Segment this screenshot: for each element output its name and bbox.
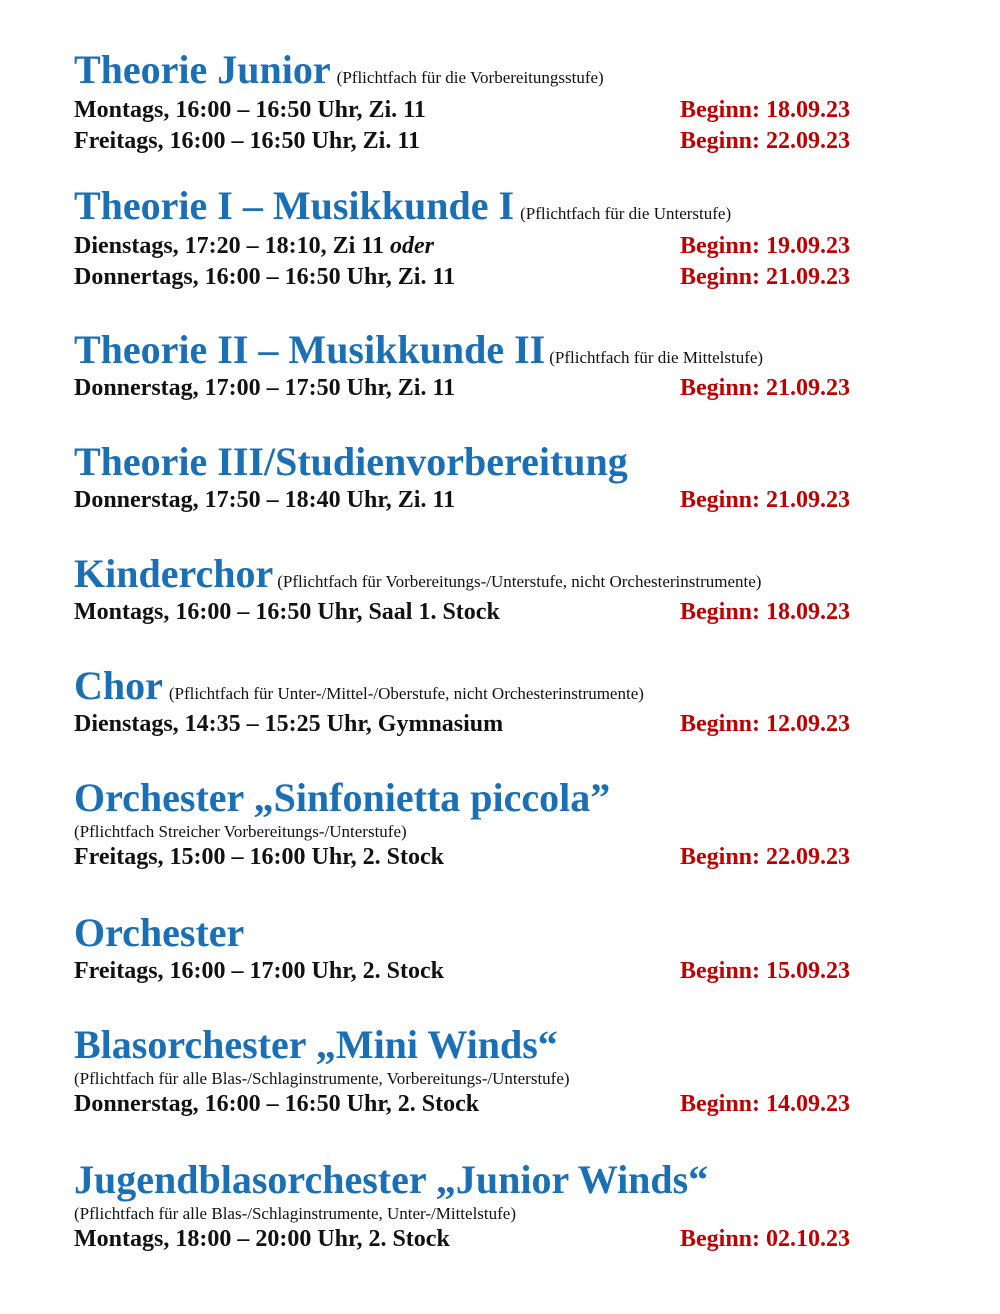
- course-mini-winds: [74, 1022, 934, 1120]
- course-note: (Pflichtfach für Unter-/Mittel-/Oberstufe, nicht Orchesterinstrumente): [168, 684, 644, 703]
- schedule-text: Montags, 18:00 – 20:00 Uhr, 2. Stock: [74, 1226, 450, 1252]
- begin-date: Beginn: 18.09.23: [680, 97, 851, 123]
- course-orchester: [74, 910, 934, 987]
- schedule-row: [74, 126, 934, 157]
- schedule-text: Montags, 16:00 – 16:50 Uhr, Zi. 11: [74, 97, 426, 123]
- course-note: (Pflichtfach für die Unterstufe): [520, 204, 732, 223]
- schedule-text: Freitags, 16:00 – 16:50 Uhr, Zi. 11: [74, 128, 420, 154]
- course-title: Theorie Junior: [74, 47, 331, 92]
- course-title-line: [74, 1022, 934, 1067]
- course-note: (Pflichtfach Streicher Vorbereitungs-/Unterstufe): [74, 822, 407, 841]
- begin-date: Beginn: 22.09.23: [680, 128, 851, 154]
- begin-date: Beginn: 21.09.23: [680, 487, 851, 513]
- course-title: Orchester „Sinfonietta piccola”: [74, 775, 611, 820]
- course-title: Theorie II – Musikkunde II: [74, 327, 546, 372]
- begin-date: Beginn: 14.09.23: [680, 1091, 851, 1117]
- course-title: Chor: [74, 663, 163, 708]
- begin-date: Beginn: 15.09.23: [680, 958, 851, 984]
- schedule-text: Donnerstag, 16:00 – 16:50 Uhr, 2. Stock: [74, 1091, 480, 1117]
- schedule-text: Dienstags, 14:35 – 15:25 Uhr, Gymnasium: [74, 711, 504, 737]
- course-title: Blasorchester „Mini Winds“: [74, 1022, 558, 1067]
- schedule-text: Donnerstag, 17:50 – 18:40 Uhr, Zi. 11: [74, 487, 456, 513]
- course-title-line: [74, 910, 934, 955]
- course-title-line: [74, 551, 934, 596]
- course-note: (Pflichtfach für die Mittelstufe): [549, 348, 764, 367]
- italic-oder: oder: [390, 233, 435, 259]
- course-junior-winds: [74, 1157, 934, 1255]
- course-theorie-2: [74, 327, 934, 404]
- course-title-line: [74, 1157, 934, 1202]
- course-theorie-1: [74, 183, 934, 293]
- course-sinfonietta-piccola: [74, 775, 934, 873]
- begin-date: Beginn: 21.09.23: [680, 264, 851, 290]
- course-title: Jugendblasorchester „Junior Winds“: [74, 1157, 709, 1202]
- begin-date: Beginn: 12.09.23: [680, 711, 851, 737]
- course-note: (Pflichtfach für die Vorbereitungsstufe): [336, 68, 604, 87]
- begin-date: Beginn: 21.09.23: [680, 375, 851, 401]
- course-title: Theorie I – Musikkunde I: [74, 183, 515, 228]
- course-theorie-junior: [74, 47, 934, 157]
- course-note: (Pflichtfach für alle Blas-/Schlaginstrumente, Unter-/Mittelstufe): [74, 1204, 516, 1223]
- course-title-line: [74, 663, 934, 708]
- course-title-line: [74, 775, 934, 820]
- schedule-row: [74, 956, 934, 987]
- schedule-text: Freitags, 16:00 – 17:00 Uhr, 2. Stock: [74, 958, 444, 984]
- course-chor: [74, 663, 934, 740]
- schedule-row: [74, 842, 934, 873]
- course-note: (Pflichtfach für Vorbereitungs-/Unterstufe, nicht Orchesterinstrumente): [277, 572, 762, 591]
- begin-date: Beginn: 22.09.23: [680, 844, 851, 870]
- begin-date: Beginn: 18.09.23: [680, 599, 851, 625]
- schedule-row: [74, 262, 934, 293]
- begin-date: Beginn: 02.10.23: [680, 1226, 851, 1252]
- course-title-line: [74, 183, 934, 228]
- course-title-line: [74, 47, 934, 92]
- course-note: (Pflichtfach für alle Blas-/Schlaginstrumente, Vorbereitungs-/Unterstufe): [74, 1069, 570, 1088]
- schedule-text: Freitags, 15:00 – 16:00 Uhr, 2. Stock: [74, 844, 444, 870]
- course-title-line: [74, 439, 934, 484]
- schedule-text: Donnerstag, 17:00 – 17:50 Uhr, Zi. 11: [74, 375, 456, 401]
- course-title: Kinderchor: [74, 551, 274, 596]
- schedule-row: [74, 1089, 934, 1120]
- course-kinderchor: [74, 551, 934, 628]
- course-title: Theorie III/Studienvorbereitung: [74, 439, 628, 484]
- schedule-row: [74, 373, 934, 404]
- schedule-row: [74, 1224, 934, 1255]
- schedule-row: [74, 597, 934, 628]
- schedule-text: Montags, 16:00 – 16:50 Uhr, Saal 1. Stock: [74, 599, 500, 625]
- schedule-row: [74, 231, 934, 262]
- schedule-text: Donnertags, 16:00 – 16:50 Uhr, Zi. 11: [74, 264, 456, 290]
- schedule-row: [74, 95, 934, 126]
- schedule-row: [74, 709, 934, 740]
- schedule-row: [74, 485, 934, 516]
- course-title: Orchester: [74, 910, 245, 955]
- begin-date: Beginn: 19.09.23: [680, 233, 851, 259]
- course-title-line: [74, 327, 934, 372]
- schedule-text: Dienstags, 17:20 – 18:10, Zi 11 oder: [74, 233, 435, 259]
- course-theorie-3: [74, 439, 934, 516]
